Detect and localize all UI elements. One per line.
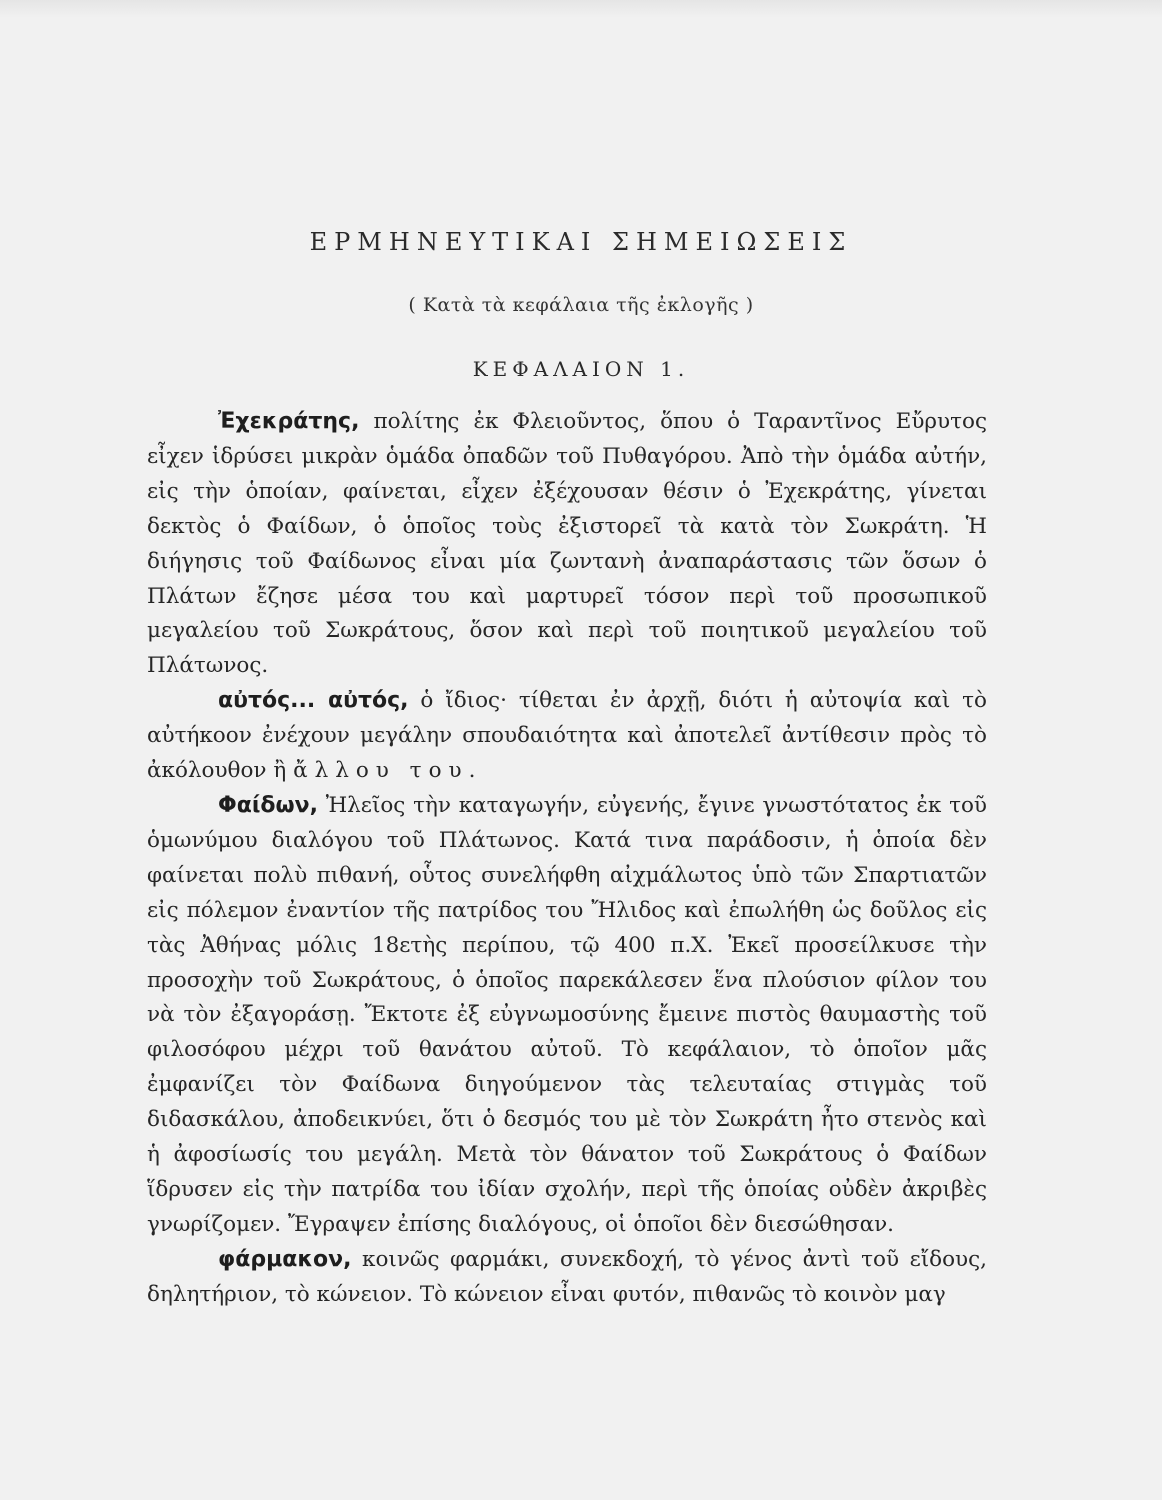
page-title: ΕΡΜΗΝΕΥΤΙΚΑΙ ΣΗΜΕΙΩΣΕΙΣ bbox=[309, 228, 853, 256]
page-top-edge bbox=[0, 0, 1162, 18]
commentary-body bbox=[147, 405, 987, 1313]
spaced-emphasis: ἄλλου του. bbox=[293, 758, 483, 784]
commentary-paragraph bbox=[147, 1243, 987, 1313]
commentary-text: κοινῶς φαρμάκι, συνεκδοχή, τὸ γένος ἀντὶ τοῦ εἴδους, δηλητήριον, τὸ κώνειον. Τὸ κώνειον εἶναι φυτόν, πιθανῶς τὸ κοινὸν μαγ bbox=[147, 1246, 987, 1307]
chapter-heading: ΚΕΦΑΛΑΙΟΝ 1. bbox=[472, 357, 690, 381]
commentary-text: ὁ ἴδιος· τίθεται ἐν ἀρχῇ, διότι ἡ αὐτοψία καὶ τὸ αὐτήκοον ἐνέχουν μεγάλην σπουδαιότητα καὶ ἀποτελεῖ ἀντίθεσιν πρὸς τὸ ἀκόλουθον ἢ bbox=[147, 688, 988, 784]
lemma-term: Ἐχεκράτης, bbox=[218, 409, 360, 434]
page-subtitle: ( Κατὰ τὰ κεφάλαια τῆς ἐκλογῆς ) bbox=[408, 294, 754, 316]
commentary-text: πολίτης ἐκ Φλειοῦντος, ὅπου ὁ Ταραντῖνος Εὔρυτος εἶχεν ἱδρύσει μικρὰν ὁμάδα ὀπαδῶν τοῦ Πυθαγόρου. Ἀπὸ τὴν ὁμάδα αὐτήν, εἰς τὴν ὁποίαν, φαίνεται, εἶχεν ἐξέχουσαν θέσιν ὁ Ἐχεκράτης, γίνεται δεκτὸς ὁ Φαίδων, ὁ ὁποῖος τοὺς ἐξιστορεῖ τὰ κατὰ τὸν Σωκράτη. Ἡ διήγησις τοῦ Φαίδωνος εἶναι μία ζωντανὴ ἀναπαράστασις τῶν ὅσων ὁ Πλάτων ἔζησε μέσα του καὶ μαρτυρεῖ τόσον περὶ τοῦ προσωπικοῦ μεγαλείου τοῦ Σωκράτους, ὅσον καὶ περὶ τοῦ ποιητικοῦ μεγαλείου τοῦ Πλάτωνος. bbox=[147, 409, 987, 679]
lemma-term: φάρμακον, bbox=[218, 1246, 352, 1272]
commentary-text: Ἠλεῖος τὴν καταγωγήν, εὐγενής, ἔγινε γνωστότατος ἐκ τοῦ ὁμωνύμου διαλόγου τοῦ Πλάτωνος. Κατά τινα παράδοσιν, ἡ ὁποία δὲν φαίνεται πολὺ πιθανή, οὗτος συνελήφθη αἰχμάλωτος ὑπὸ τῶν Σπαρτιατῶν εἰς πόλεμον ἐναντίον τῆς πατρίδος του Ἤλιδος καὶ ἐπωλήθη ὡς δοῦλος εἰς τὰς Ἀθήνας μόλις 18ετὴς περίπου, τῷ 400 π.Χ. Ἐκεῖ προσείλκυσε τὴν προσοχὴν τοῦ Σωκράτους, ὁ ὁποῖος παρεκάλεσεν ἕνα πλούσιον φίλον του νὰ τὸν ἐξαγοράσῃ. Ἔκτοτε ἐξ εὐγνωμοσύνης ἔμεινε πιστὸς θαυμαστὴς τοῦ φιλοσόφου μέχρι τοῦ θανάτου αὐτοῦ. Τὸ κεφάλαιον, τὸ ὁποῖον μᾶς ἐμφανίζει τὸν Φαίδωνα διηγούμενον τὰς τελευταίας στιγμὰς τοῦ διδασκάλου, ἀποδεικνύει, ὅτι ὁ δεσμός του μὲ τὸν Σωκράτη ἦτο στενὸς καὶ ἡ ἀφοσίωσίς του μεγάλη. Μετὰ τὸν θάνατον τοῦ Σωκράτους ὁ Φαίδων ἵδρυσεν εἰς τὴν πατρίδα του ἰδίαν σχολήν, περὶ τῆς ὁποίας οὐδὲν ἀκριβὲς γνωρίζομεν. Ἔγραψεν ἐπίσης διαλόγους, οἱ ὁποῖοι δὲν διεσώθησαν. bbox=[147, 792, 987, 1237]
commentary-paragraph bbox=[147, 789, 987, 1243]
lemma-term: Φαίδων, bbox=[218, 792, 318, 818]
lemma-term: αὐτός... αὐτός, bbox=[218, 688, 409, 714]
commentary-paragraph bbox=[147, 405, 987, 684]
commentary-paragraph bbox=[147, 684, 987, 789]
